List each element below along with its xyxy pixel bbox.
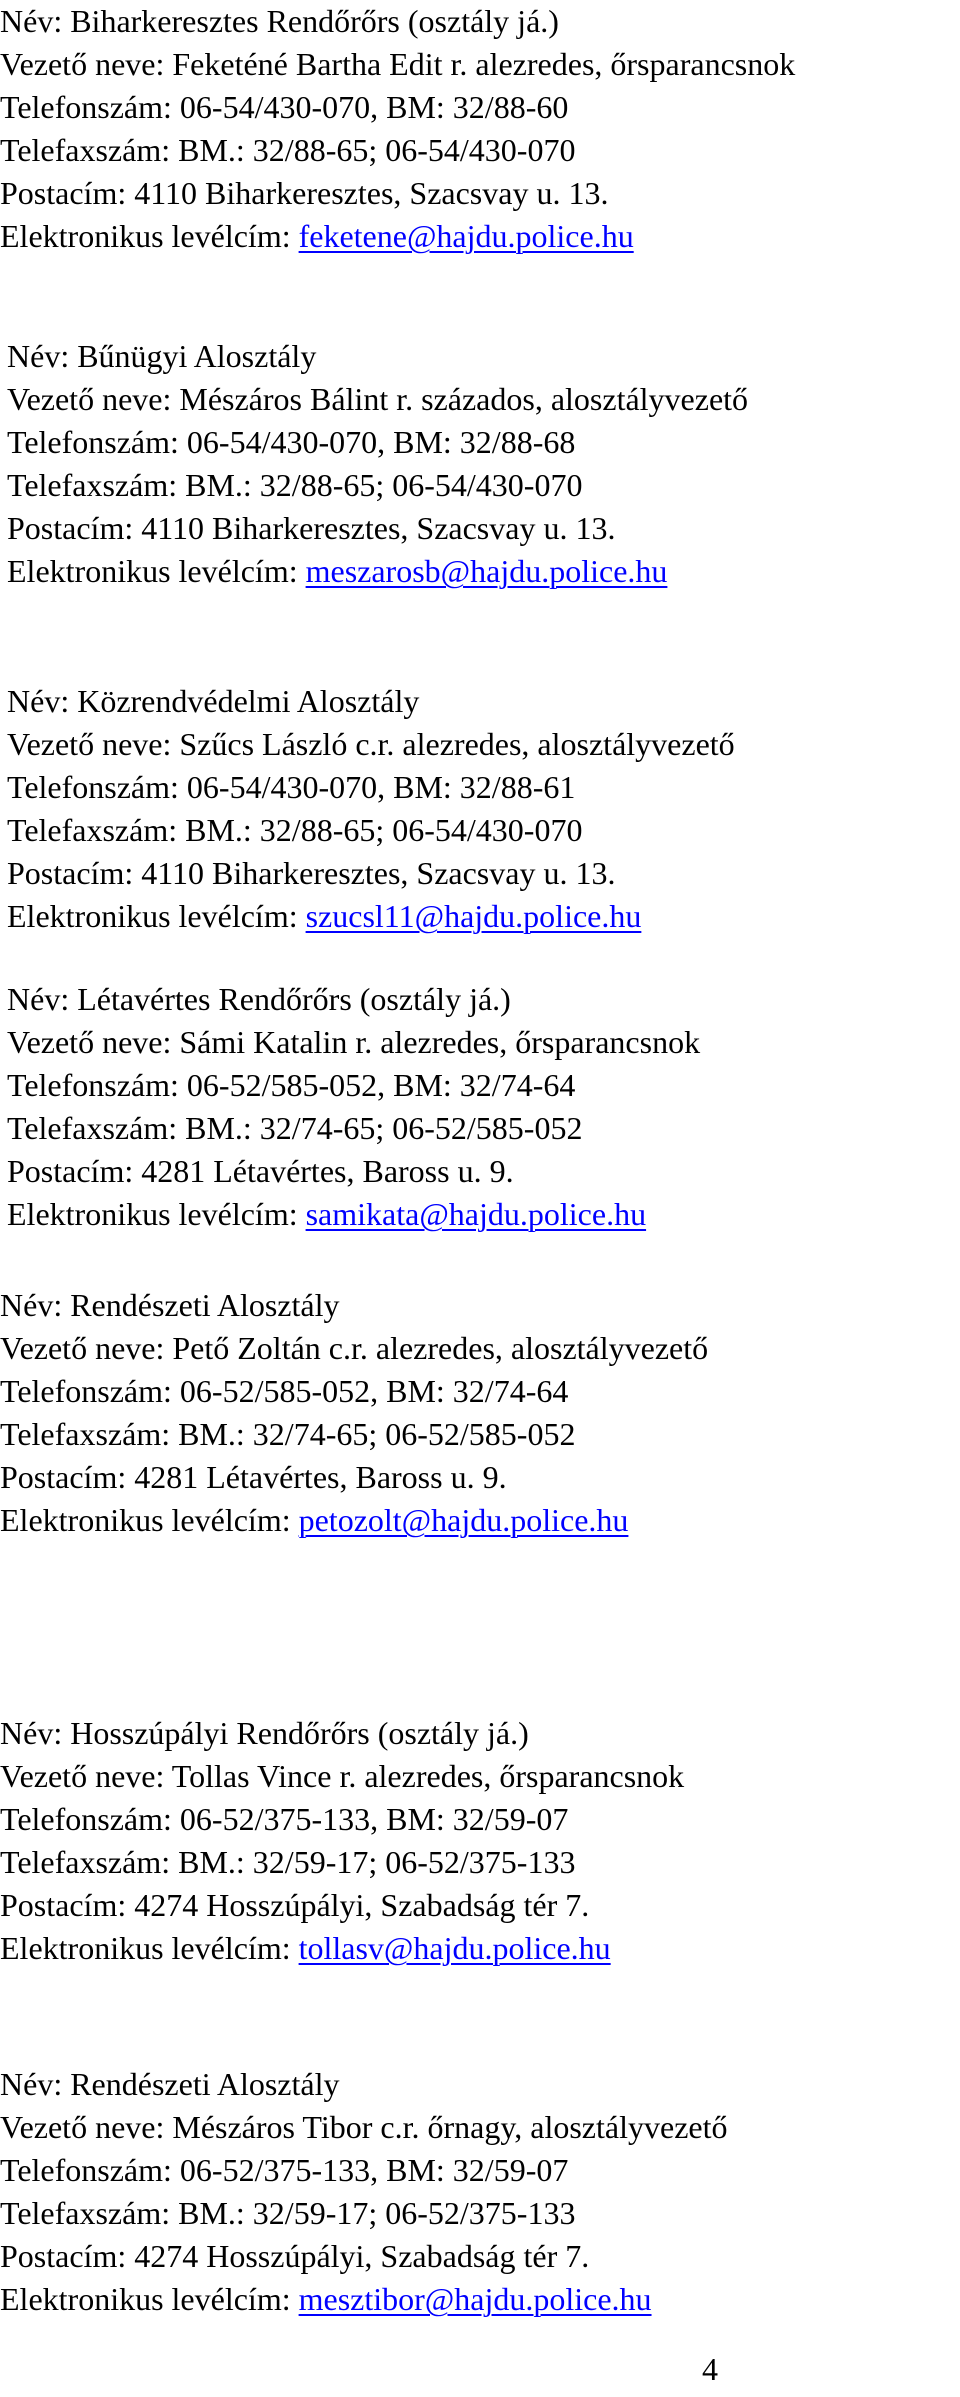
entry-postal-address: Postacím: 4110 Biharkeresztes, Szacsvay u. 13.: [0, 175, 609, 211]
entry-email-link[interactable]: petozolt@hajdu.police.hu: [298, 1502, 629, 1538]
entry-name: Név: Biharkeresztes Rendőrőrs (osztály já.): [0, 3, 559, 39]
entry-email-row: [0, 215, 960, 258]
entry-fax: Telefaxszám: BM.: 32/59-17; 06-52/375-133: [0, 1844, 576, 1880]
entry-email-label: Elektronikus levélcím:: [0, 1502, 299, 1538]
entry-phone: Telefonszám: 06-52/585-052, BM: 32/74-64: [7, 1067, 576, 1103]
entry-email-link[interactable]: samikata@hajdu.police.hu: [305, 1196, 647, 1232]
entry-leader: Vezető neve: Mészáros Bálint r. százados, alosztályvezető: [7, 381, 749, 417]
entry-email-link[interactable]: szucsl11@hajdu.police.hu: [305, 898, 642, 934]
entry-name: Név: Bűnügyi Alosztály: [7, 338, 317, 374]
entry-name: Név: Létavértes Rendőrőrs (osztály já.): [7, 981, 511, 1017]
entry-phone: Telefonszám: 06-52/375-133, BM: 32/59-07: [0, 2152, 569, 2188]
entry-fax: Telefaxszám: BM.: 32/74-65; 06-52/585-052: [7, 1110, 583, 1146]
entry-fax: Telefaxszám: BM.: 32/59-17; 06-52/375-133: [0, 2195, 576, 2231]
entry-email-row: [0, 1499, 960, 1542]
entry-postal-address: Postacím: 4274 Hosszúpályi, Szabadság tér 7.: [0, 1887, 590, 1923]
entry-email-link[interactable]: meszarosb@hajdu.police.hu: [305, 553, 668, 589]
entry-name: Név: Közrendvédelmi Alosztály: [7, 683, 420, 719]
entry-email-label: Elektronikus levélcím:: [7, 898, 306, 934]
entry-email-row: [7, 550, 960, 593]
entry-fax: Telefaxszám: BM.: 32/88-65; 06-54/430-070: [7, 812, 583, 848]
entry-fax: Telefaxszám: BM.: 32/74-65; 06-52/585-052: [0, 1416, 576, 1452]
entry-phone: Telefonszám: 06-54/430-070, BM: 32/88-68: [7, 424, 576, 460]
contact-entry-letavertes-rendorors: [0, 978, 960, 1236]
contact-entry-bunugyi-alosztaly: [0, 335, 960, 593]
entry-email-row: [7, 1193, 960, 1236]
entry-postal-address: Postacím: 4274 Hosszúpályi, Szabadság tér 7.: [0, 2238, 590, 2274]
entry-leader: Vezető neve: Feketéné Bartha Edit r. alezredes, őrsparancsnok: [0, 46, 796, 82]
entry-phone: Telefonszám: 06-54/430-070, BM: 32/88-61: [7, 769, 576, 805]
entry-leader: Vezető neve: Sámi Katalin r. alezredes, őrsparancsnok: [7, 1024, 701, 1060]
entry-email-label: Elektronikus levélcím:: [0, 218, 299, 254]
entry-email-row: [0, 1927, 960, 1970]
entry-postal-address: Postacím: 4110 Biharkeresztes, Szacsvay u. 13.: [7, 855, 616, 891]
entry-postal-address: Postacím: 4110 Biharkeresztes, Szacsvay u. 13.: [7, 510, 616, 546]
entry-email-label: Elektronikus levélcím:: [0, 2281, 299, 2317]
entry-email-label: Elektronikus levélcím:: [7, 1196, 306, 1232]
entry-name: Név: Rendészeti Alosztály: [0, 1287, 340, 1323]
entry-name: Név: Rendészeti Alosztály: [0, 2066, 340, 2102]
contact-entry-rendeszeti-alosztaly-hosszupalyi: [0, 2063, 960, 2321]
contact-entry-hosszupalyi-rendorors: [0, 1712, 960, 1970]
entry-name: Név: Hosszúpályi Rendőrőrs (osztály já.): [0, 1715, 529, 1751]
entry-email-link[interactable]: feketene@hajdu.police.hu: [298, 218, 634, 254]
entry-leader: Vezető neve: Tollas Vince r. alezredes, őrsparancsnok: [0, 1758, 685, 1794]
entry-email-row: [0, 2278, 960, 2321]
entry-leader: Vezető neve: Szűcs László c.r. alezredes, alosztályvezető: [7, 726, 735, 762]
entry-leader: Vezető neve: Mészáros Tibor c.r. őrnagy, alosztályvezető: [0, 2109, 728, 2145]
entry-email-row: [7, 895, 960, 938]
contact-entry-rendeszeti-alosztaly-letavertes: [0, 1284, 960, 1542]
contact-entry-biharkeresztes-rendorors: [0, 0, 960, 258]
entry-phone: Telefonszám: 06-54/430-070, BM: 32/88-60: [0, 89, 569, 125]
entry-postal-address: Postacím: 4281 Létavértes, Baross u. 9.: [0, 1459, 507, 1495]
entry-email-link[interactable]: mesztibor@hajdu.police.hu: [298, 2281, 652, 2317]
entry-fax: Telefaxszám: BM.: 32/88-65; 06-54/430-070: [0, 132, 576, 168]
page-number: 4: [702, 2351, 718, 2387]
entry-email-link[interactable]: tollasv@hajdu.police.hu: [298, 1930, 611, 1966]
entry-leader: Vezető neve: Pető Zoltán c.r. alezredes, alosztályvezető: [0, 1330, 709, 1366]
contact-entry-kozrendvedelmi-alosztaly: [0, 680, 960, 938]
entry-fax: Telefaxszám: BM.: 32/88-65; 06-54/430-070: [7, 467, 583, 503]
entry-email-label: Elektronikus levélcím:: [0, 1930, 299, 1966]
entry-phone: Telefonszám: 06-52/375-133, BM: 32/59-07: [0, 1801, 569, 1837]
entry-postal-address: Postacím: 4281 Létavértes, Baross u. 9.: [7, 1153, 514, 1189]
entry-email-label: Elektronikus levélcím:: [7, 553, 306, 589]
entry-phone: Telefonszám: 06-52/585-052, BM: 32/74-64: [0, 1373, 569, 1409]
